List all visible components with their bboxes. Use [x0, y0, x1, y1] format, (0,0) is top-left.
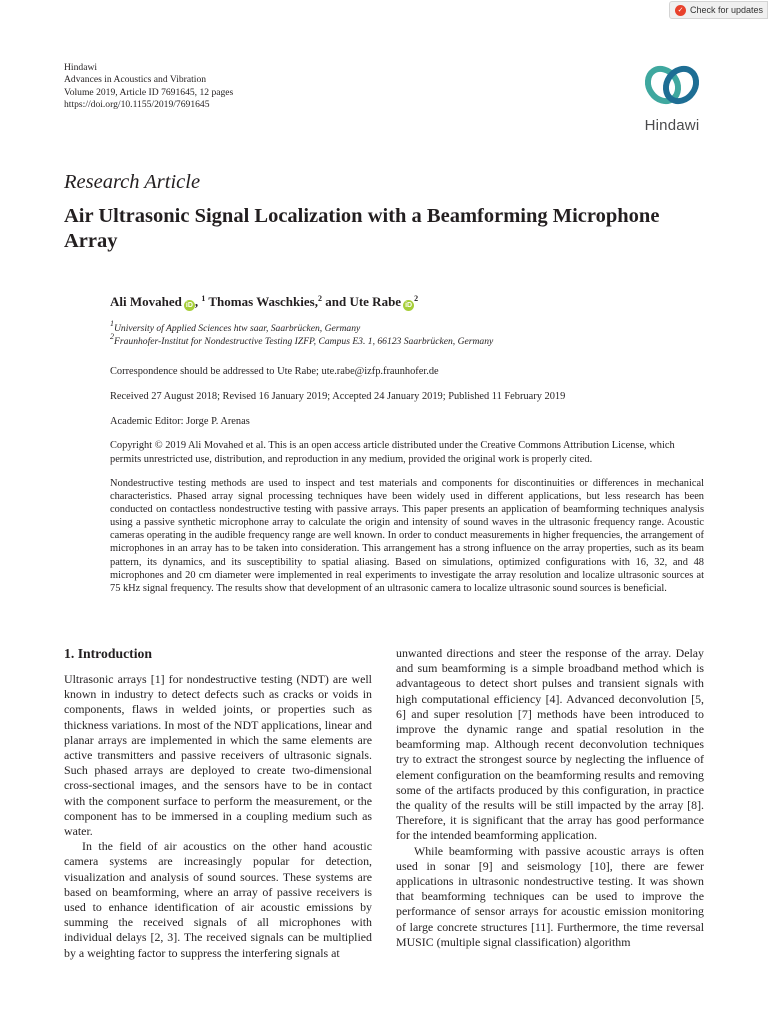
doi-link[interactable]: https://doi.org/10.1155/2019/7691645	[64, 99, 210, 111]
section-heading: 1. Introduction	[64, 646, 152, 661]
hindawi-logo	[638, 60, 706, 134]
paper-title: Air Ultrasonic Signal Localization with a Beamforming Microphone Array	[64, 205, 660, 252]
affiliation-mark: 1	[110, 319, 114, 328]
paragraph: In the field of air acoustics on the other hand acoustic camera systems are increasingly popular for detection, visualization and analysis of sound sources. These systems are based on beamforming, where an array of passive receivers is used to enhance identification of air acoustic emissions by summing the received signals of all microphones with individual delays [2, 3]. The received signals can be multiplied by a weighting factor to suppress the interfering signals at	[64, 839, 372, 960]
publication-dates: Received 27 August 2018; Revised 16 January 2019; Accepted 24 January 2019; Published 11 February 2019	[110, 391, 566, 402]
right-column	[396, 646, 704, 950]
volume-info: Volume 2019, Article ID 7691645, 12 pages	[64, 86, 234, 98]
crossmark-icon: ✓	[675, 5, 686, 16]
affiliation-mark: 2	[317, 294, 322, 303]
author-name[interactable]: Ute Rabe	[349, 294, 402, 309]
journal-header	[64, 62, 233, 112]
affiliation-text: Fraunhofer-Institut for Nondestructive Testing IZFP, Campus E3. 1, 66123 Saarbrücken, Germany	[114, 335, 494, 347]
author-list	[110, 294, 418, 311]
author-name[interactable]: Thomas Waschkies,	[208, 294, 318, 309]
copyright-notice: Copyright © 2019 Ali Movahed et al. This is an open access article distributed under the Creative Commons Attribution License, which permits unrestricted use, distribution, and reproduction in any medium, provided the original work is properly cited.	[110, 440, 675, 465]
paragraph: unwanted directions and steer the response of the array. Delay and sum beamforming is a simple broadband method which is advantageous to detect short pulses and transient signals with high computational efficiency [4]. Advanced deconvolution [5, 6] and super resolution [7] methods have been introduced to improve the dynamic range and spatial resolution in the beamforming map. Although recent deconvolution techniques try to extract the strongest source by neglecting the influence of element configuration on the beamforming results and removing some of the artifacts produced by this configuration, in practice the quality of the results will be still impacted by the array [8]. Therefore, it is significant that the array has good performance for the intended beamforming application.	[396, 646, 704, 843]
orcid-icon[interactable]: iD	[405, 302, 413, 309]
affiliation-item	[110, 331, 494, 348]
article-type: Research Article	[64, 171, 201, 193]
orcid-icon[interactable]: iD	[185, 302, 193, 309]
publisher-name: Hindawi	[64, 62, 98, 73]
academic-editor: Academic Editor: Jorge P. Arenas	[110, 416, 250, 427]
paragraph: Ultrasonic arrays [1] for nondestructive testing (NDT) are well known in industry to detect defects such as cracks or voids in components, flaws in welded joints, or properties such as thickness variations. In most of the NDT applications, linear and planar arrays are implemented in which the same elements are active transmitters and passive receivers of ultrasonic signals. Such phased arrays are deployed to create two-dimensional cross-sectional images, and the sensors have to be in contact with the component surface to perform the measurement, or the component has to be immersed in a coupling medium such as water.	[64, 672, 372, 839]
hindawi-wordmark: Hindawi	[644, 117, 700, 134]
affiliation-text: University of Applied Sciences htw saar, Saarbrücken, Germany	[114, 323, 361, 334]
hindawi-logo-icon	[638, 60, 706, 110]
abstract: Nondestructive testing methods are used to inspect and test materials and components for discontinuities or differences in mechanical characteristics. Phased array signal processing techniques have been widely used in different applications, but less research has been conducted on contactless nondestructive testing with passive arrays. This paper presents an application of beamforming techniques analysis using a passive synthetic microphone array to calculate the origin and intensity of sound waves in the ultrasonic frequency range. Acoustic cameras operating in the audible frequency range are well known. In order to conduct measurements in higher frequencies, the arrangement of microphones in an array has to be taken into consideration. This arrangement has a strong influence on the array properties, such as its beam pattern, its dynamics, and its susceptibility to spatial aliasing. Based on simulations, optimized configurations with 16, 32, and 48 microphones and 20 cm diameter were implemented in real experiments to investigate the array resolution and localize ultrasonic sources at 75 kHz signal frequency. The results show that development of an ultrasonic camera to localize ultrasonic sound sources is beneficial.	[110, 478, 704, 594]
affiliations	[110, 319, 494, 349]
paragraph: While beamforming with passive acoustic arrays is often used in sonar [9] and seismology [10], there are fewer applications in ultrasonic nondestructive testing. It was shown that beamforming techniques can be used to improve the performance of sensor arrays for acoustic emission monitoring of large concrete structures [11]. Furthermore, the time reversal MUSIC (multiple signal classification) algorithm	[396, 843, 704, 949]
check-for-updates-label: Check for updates	[690, 5, 764, 15]
affiliation-mark: 2	[110, 331, 114, 341]
correspondence: Correspondence should be addressed to Ute Rabe; ute.rabe@izfp.fraunhofer.de	[110, 366, 439, 377]
author-name[interactable]: Ali Movahed	[110, 294, 182, 309]
affiliation-item	[110, 319, 493, 335]
journal-name: Advances in Acoustics and Vibration	[64, 74, 207, 86]
author-separator: ,	[194, 294, 202, 309]
author-separator: and	[321, 294, 350, 309]
affiliation-mark: 1	[201, 294, 206, 303]
check-for-updates-button[interactable]	[669, 1, 768, 19]
left-column	[64, 672, 372, 961]
affiliation-mark: 2	[414, 294, 419, 303]
